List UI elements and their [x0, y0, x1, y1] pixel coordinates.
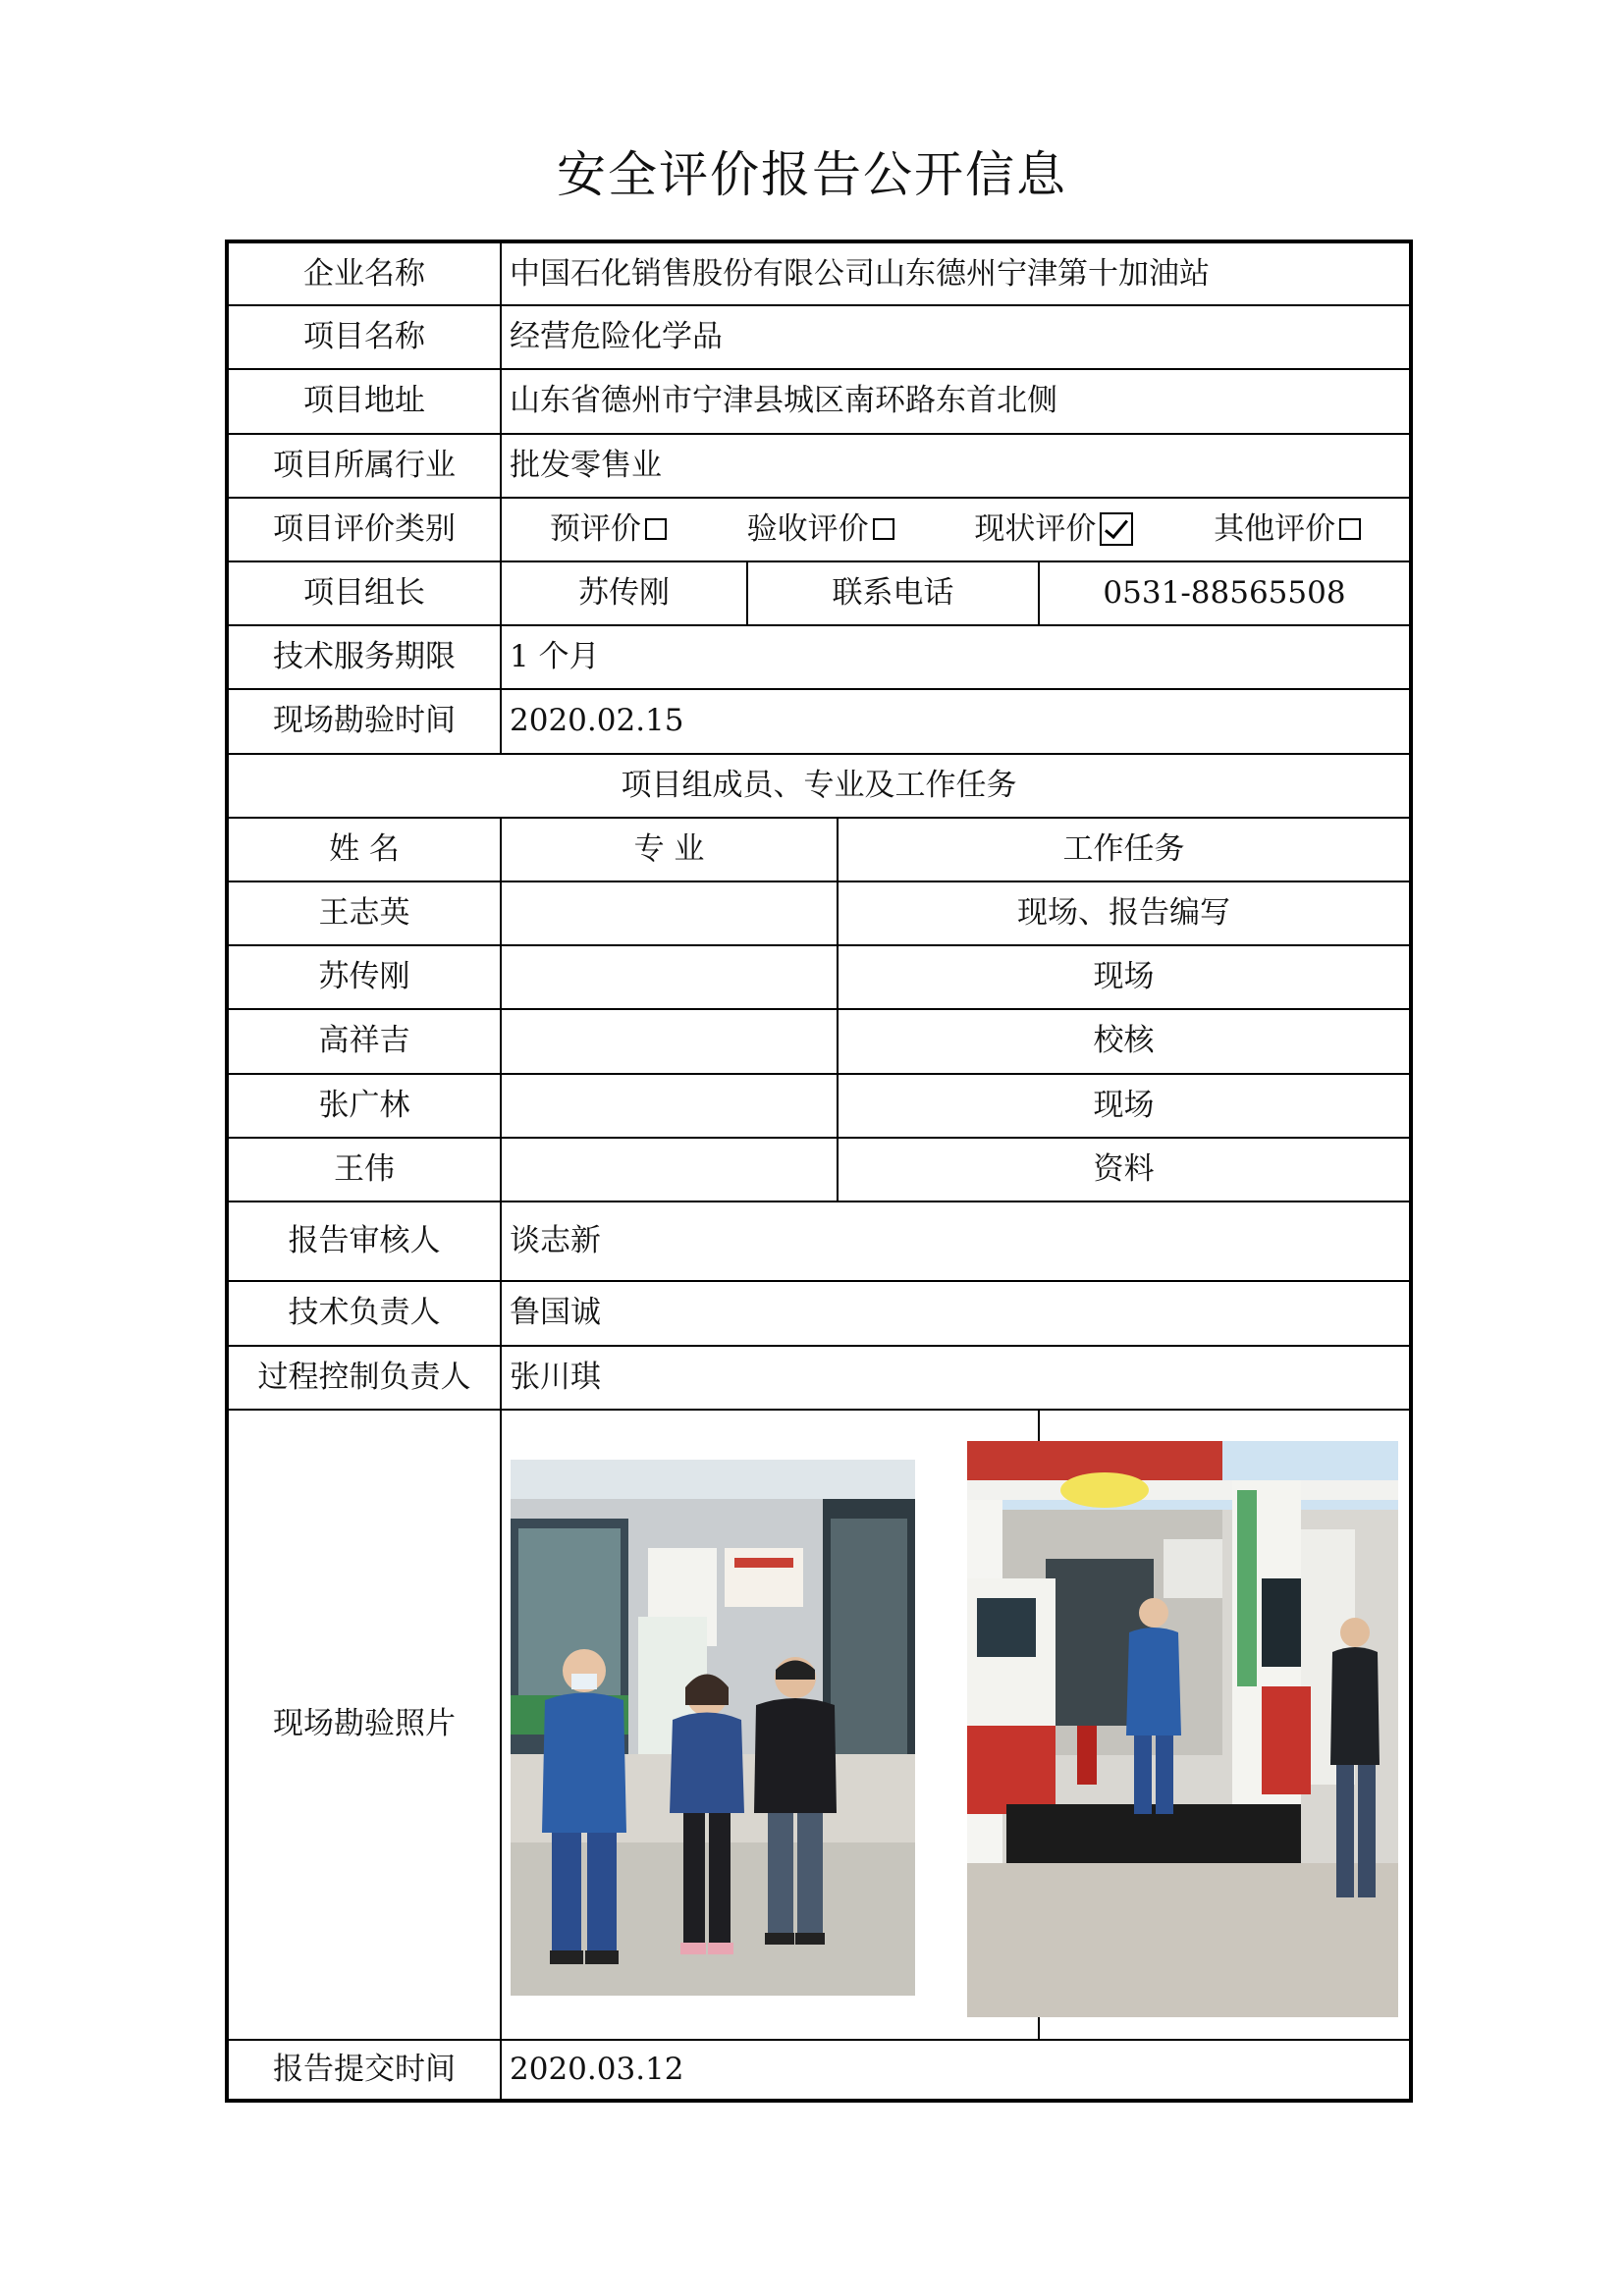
member-task: 现场 [838, 945, 1411, 1009]
reviewer-label: 报告审核人 [227, 1201, 501, 1281]
industry-label: 项目所属行业 [227, 434, 501, 498]
members-section-title: 项目组成员、专业及工作任务 [227, 754, 1411, 818]
row-industry [227, 434, 1411, 498]
row-tech-lead [227, 1281, 1411, 1345]
member-major [501, 881, 838, 945]
row-eval-category [227, 498, 1411, 561]
phone-label: 联系电话 [747, 561, 1039, 625]
checkbox-other-eval[interactable] [1339, 518, 1361, 540]
member-name: 张广林 [227, 1074, 501, 1138]
service-period-value: 1 个月 [501, 625, 1411, 689]
tech-lead-label: 技术负责人 [227, 1281, 501, 1345]
checkbox-acceptance-eval[interactable] [873, 518, 894, 540]
process-lead-label: 过程控制负责人 [227, 1346, 501, 1410]
site-photo-dispensers [967, 1441, 1398, 2017]
industry-value: 批发零售业 [501, 434, 1411, 498]
table-row [227, 881, 1411, 945]
table-row [227, 1009, 1411, 1073]
eval-category-label: 项目评价类别 [227, 498, 501, 561]
member-task: 校核 [838, 1009, 1411, 1073]
tech-lead-value: 鲁国诚 [501, 1281, 1411, 1345]
member-name: 苏传刚 [227, 945, 501, 1009]
phone-value: 0531-88565508 [1039, 561, 1411, 625]
member-name: 高祥吉 [227, 1009, 501, 1073]
row-project-address [227, 369, 1411, 433]
eval-option-other [1214, 511, 1361, 548]
leader-label: 项目组长 [227, 561, 501, 625]
member-task: 资料 [838, 1138, 1411, 1201]
eval-option-pre [550, 511, 667, 548]
row-process-lead [227, 1346, 1411, 1410]
row-leader [227, 561, 1411, 625]
site-photo-dispensers-image [967, 1441, 1398, 2017]
submit-time-label: 报告提交时间 [227, 2040, 501, 2101]
page-title: 安全评价报告公开信息 [557, 146, 1067, 203]
row-submit-time [227, 2040, 1411, 2101]
eval-option-acceptance [747, 511, 894, 548]
header-major: 专 业 [501, 818, 838, 881]
row-service-period [227, 625, 1411, 689]
eval-option-other-label: 其他评价 [1214, 510, 1336, 547]
survey-time-value: 2020.02.15 [501, 689, 1411, 753]
company-value: 中国石化销售股份有限公司山东德州宁津第十加油站 [501, 241, 1411, 305]
site-photo-staff-image [511, 1460, 915, 1996]
row-survey-time [227, 689, 1411, 753]
eval-option-current-label: 现状评价 [974, 510, 1097, 547]
leader-value: 苏传刚 [501, 561, 747, 625]
process-lead-value: 张川琪 [501, 1346, 1411, 1410]
member-major [501, 945, 838, 1009]
member-task: 现场、报告编写 [838, 881, 1411, 945]
member-major [501, 1074, 838, 1138]
member-major [501, 1138, 838, 1201]
project-address-value: 山东省德州市宁津县城区南环路东首北侧 [501, 369, 1411, 433]
header-task: 工作任务 [838, 818, 1411, 881]
reviewer-value: 谈志新 [501, 1201, 1411, 1281]
eval-option-acceptance-label: 验收评价 [746, 510, 869, 547]
company-label: 企业名称 [227, 241, 501, 305]
project-address-label: 项目地址 [227, 369, 501, 433]
row-company [227, 241, 1411, 305]
member-name: 王伟 [227, 1138, 501, 1201]
site-photo-staff [511, 1460, 915, 1996]
project-name-value: 经营危险化学品 [501, 305, 1411, 369]
eval-category-options [501, 498, 1411, 561]
member-major [501, 1009, 838, 1073]
row-project-name [227, 305, 1411, 369]
member-name: 王志英 [227, 881, 501, 945]
eval-option-pre-label: 预评价 [549, 510, 641, 547]
table-row [227, 1074, 1411, 1138]
checkbox-current-eval[interactable] [1100, 512, 1133, 546]
survey-time-label: 现场勘验时间 [227, 689, 501, 753]
service-period-label: 技术服务期限 [227, 625, 501, 689]
project-name-label: 项目名称 [227, 305, 501, 369]
table-row [227, 945, 1411, 1009]
header-name: 姓 名 [227, 818, 501, 881]
row-members-title [227, 754, 1411, 818]
row-members-header [227, 818, 1411, 881]
eval-option-current [974, 511, 1133, 548]
photos-label: 现场勘验照片 [227, 1410, 501, 2040]
member-task: 现场 [838, 1074, 1411, 1138]
row-reviewer [227, 1201, 1411, 1281]
submit-time-value: 2020.03.12 [501, 2040, 1411, 2101]
checkbox-pre-eval[interactable] [645, 518, 667, 540]
table-row [227, 1138, 1411, 1201]
